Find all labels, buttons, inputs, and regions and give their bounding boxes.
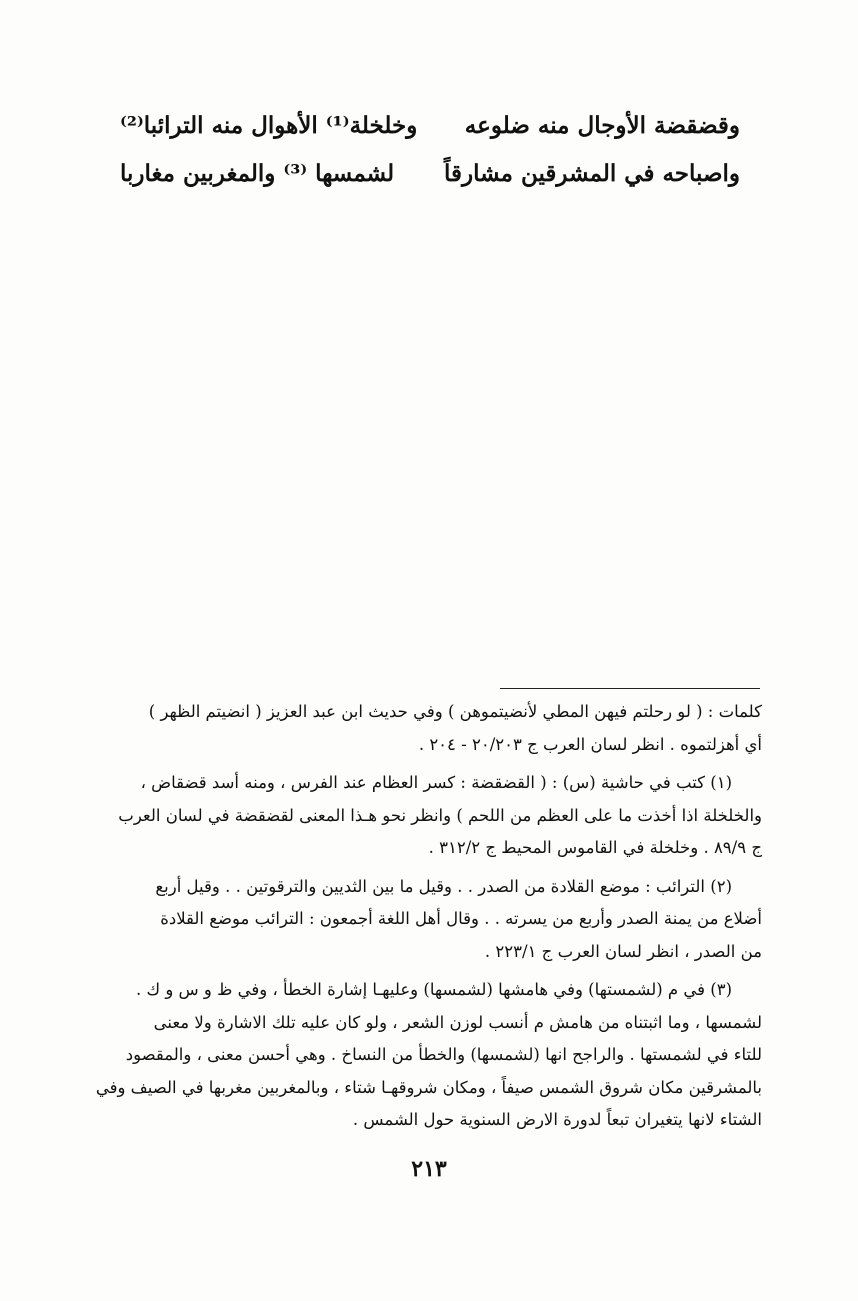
footnote-2 [82, 871, 762, 969]
footnote-line: كلمات : ( لو رحلتم فيهن المطي لأنضيتموهن ) وفي حديث ابن عبد العزيز ( انضيتم الظهر ) [148, 702, 762, 721]
verse-1-second-hemistich: وخلخلة⁽¹⁾ الأهوال منه الترائبا⁽²⁾ [120, 112, 418, 139]
footnote-1 [82, 767, 762, 865]
footnote-3 [82, 974, 762, 1137]
verse-line-1 [120, 112, 740, 160]
footnote-line: الشتاء لانها يتغيران تبعاً لدورة الارض السنوية حول الشمس . [352, 1110, 762, 1129]
footnote-line: أي أهزلتموه . انظر لسان العرب ج ٢٠/٢٠٣ - ٢٠٤ . [418, 734, 762, 754]
footnote-line: (١) كتب في حاشية (س) : ( القضقضة : كسر العظام عند الفرس ، ومنه أسد قضقاض ، [140, 773, 732, 792]
footnote-line: (٢) الترائب : موضع القلادة من الصدر . . وقيل ما بين الثديين والترقوتين . . وقيل أربع [155, 876, 732, 896]
footnote-line: ج ٨٩/٩ . وخلخلة في القاموس المحيط ج ٣١٢/٢ . [428, 838, 762, 857]
footnote-line: أضلاع من يمنة الصدر وأربع من يسرته . . وقال أهل اللغة أجمعون : الترائب موضع القلادة [160, 909, 762, 928]
poem-verses [120, 112, 740, 208]
footnote-line: (٣) في م (لشمستها) وفي هامشها (لشمسها) وعليهـا إشارة الخطأ ، وفي ظ و س و ك . [135, 980, 732, 999]
footnote-line: للتاء في لشمستها . والراجح انها (لشمسها) والخطأ من النساخ . وهي أحسن معنى ، والمقصود [125, 1045, 762, 1064]
footnote-line: من الصدر ، انظر لسان العرب ج ٢٢٣/١ . [484, 941, 762, 961]
page-number: ٢١٣ [411, 1156, 447, 1182]
footnote-intro [82, 696, 762, 761]
footnote-separator-rule [500, 688, 760, 689]
verse-line-2 [120, 160, 740, 208]
verse-2-first-hemistich: واصباحه في المشرقين مشارقاً [443, 160, 740, 187]
footnote-line: لشمسها ، وما اثبتناه من هامش م أنسب لوزن الشعر ، ولو كان عليه تلك الاشارة ولا معنى [153, 1012, 762, 1032]
footnote-line: بالمشرقين مكان شروق الشمس صيفاً ، ومكان شروقهـا شتاء ، وبالمغربين مغربها في الصيف وفي [95, 1077, 762, 1097]
footnotes-section [82, 696, 762, 1143]
footnote-line: والخلخلة اذا أخذت ما على العظم من اللحم ) وانظر نحو هـذا المعنى لقضقضة في لسان العرب [118, 805, 762, 825]
verse-1-first-hemistich: وقضقضة الأوجال منه ضلوعه [464, 112, 740, 139]
verse-2-second-hemistich: لشمسها ⁽³⁾ والمغربين مغاربا [120, 160, 395, 187]
